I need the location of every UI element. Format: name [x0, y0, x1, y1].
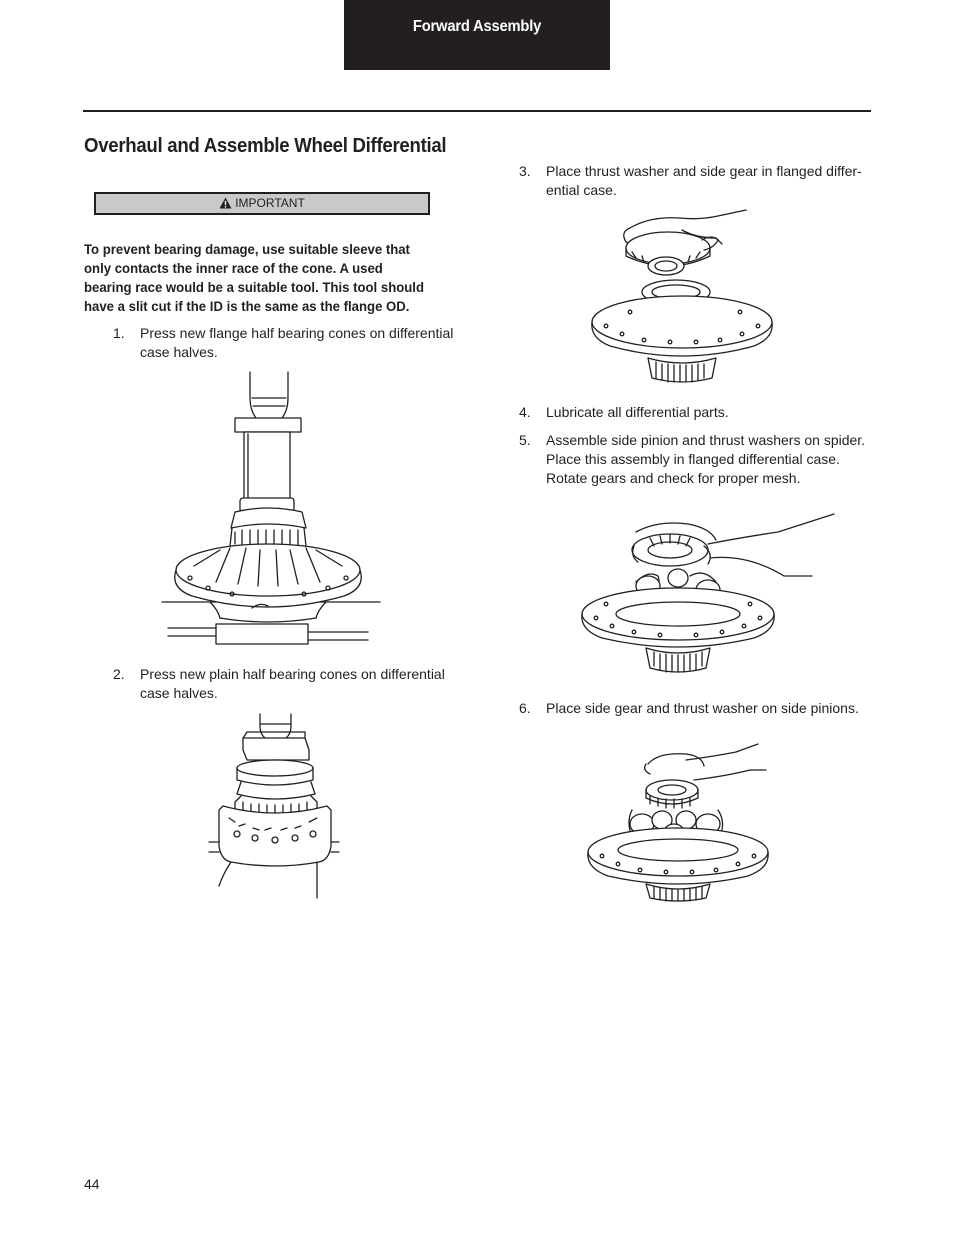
step-line: Assemble side pinion and thrust washers on spider. [546, 432, 866, 448]
step-text [140, 324, 453, 362]
step-number: 6. [519, 700, 531, 716]
important-banner [94, 192, 430, 215]
step-text [546, 162, 862, 200]
step-number: 2. [113, 666, 125, 682]
step-text [546, 431, 865, 488]
section-tab [344, 0, 610, 70]
figure-press-plain-bearing [205, 710, 345, 900]
step-number: 3. [519, 163, 531, 179]
header-rule [83, 110, 871, 112]
step-line: Press new plain half bearing cones on differential [140, 666, 445, 682]
step-line: case halves. [140, 685, 218, 701]
page-number: 44 [84, 1176, 100, 1192]
step-text [546, 403, 729, 422]
step-number: 1. [113, 325, 125, 341]
figure-spider-assembly [578, 510, 840, 680]
warning-triangle-icon [219, 197, 232, 209]
figure-thrust-washer-side-gear [590, 208, 780, 388]
step-line: Lubricate all differential parts. [546, 404, 729, 420]
figure-press-flange-bearing [160, 370, 385, 650]
important-note: To prevent bearing damage, use suitable sleeve that only contacts the inner race of the cone. A used bearing race would be a suitable tool. This tool should have a slit cut if the ID is the same as the flange OD. [84, 241, 425, 314]
step-text [140, 665, 445, 703]
step-number: 5. [519, 432, 531, 448]
page-title: Overhaul and Assemble Wheel Differential [84, 135, 447, 157]
step-line: Place thrust washer and side gear in flanged differ- [546, 163, 862, 179]
step-line: Place side gear and thrust washer on side pinions. [546, 700, 859, 716]
step-line: ential case. [546, 182, 617, 198]
step-line: Place this assembly in flanged differential case. [546, 451, 840, 467]
section-title: Forward Assembly [412, 18, 542, 35]
step-line: case halves. [140, 344, 218, 360]
step-text [546, 699, 859, 718]
figure-side-gear-on-pinions [586, 740, 776, 905]
step-line: Press new flange half bearing cones on differential [140, 325, 454, 341]
step-line: Rotate gears and check for proper mesh. [546, 470, 801, 486]
step-number: 4. [519, 404, 531, 420]
important-label: IMPORTANT [235, 196, 305, 210]
